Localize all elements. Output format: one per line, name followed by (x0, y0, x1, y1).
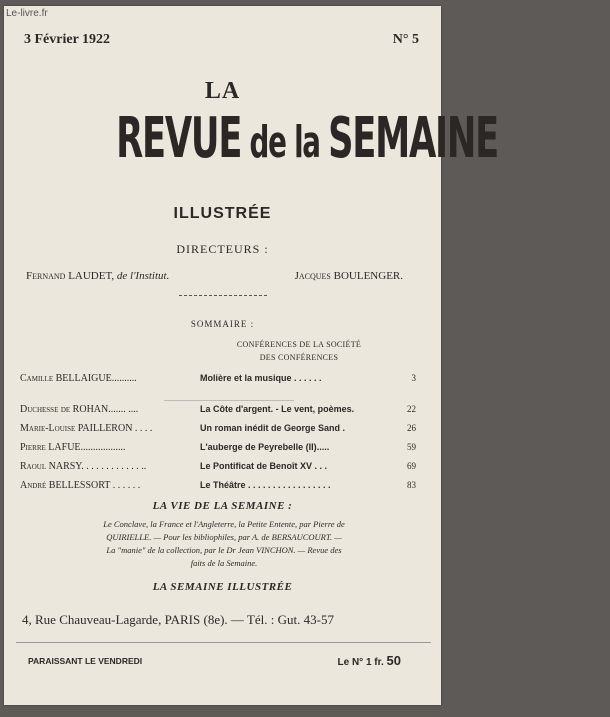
magazine-cover (4, 6, 499, 705)
director-boulenger: Jacques BOULENGER. (294, 270, 403, 282)
toc-entry: Duchesse de ROHAN....... .... La Côte d'argent. - Le vent, poèmes. 22 (20, 404, 416, 415)
toc-entry: Marie-Louise PAILLERON . . . . Un roman inédit de George Sand . 26 (20, 423, 416, 434)
sommaire-heading: SOMMAIRE : (190, 319, 255, 329)
title-semaine: SEMAINE (328, 106, 499, 171)
masthead-title (4, 106, 499, 171)
issue-number: N° 5 (392, 32, 419, 47)
footer-divider (16, 642, 431, 643)
issue-date: 3 Février 1922 (24, 32, 111, 47)
masthead-subtitle: ILLUSTRÉE (173, 205, 272, 222)
title-de-la: de la (241, 117, 329, 168)
issue-price: Le N° 1 fr. 50 (337, 653, 401, 668)
masthead-la: LA (204, 78, 241, 104)
sommaire-separator (164, 400, 294, 401)
directors-heading: DIRECTEURS : (176, 242, 269, 256)
address: 4, Rue Chauveau-Lagarde, PARIS (8e). — Tél. : Gut. 43-57 (22, 612, 334, 627)
toc-entry: Camille BELLAIGUE.......... Molière et la musique . . . . . . 3 (20, 373, 416, 384)
toc-entry: André BELLESSORT . . . . . . Le Théâtre . . . . . . . . . . . . . . . . . 83 (20, 480, 416, 491)
conference-note: CONFÉRENCES DE LA SOCIÉTÉ DES CONFÉRENCES (236, 340, 362, 362)
vie-text: Le Conclave, la France et l'Angleterre, la Petite Entente, par Pierre de QUIRIELLE. — Pour les bibliophiles, par A. de BERSAUCOURT. — La "manie" de la collection, par le Dr Jean VINCHON. — Revue des faits de la Semaine. (103, 519, 345, 568)
title-revue: REVUE (116, 106, 242, 171)
vie-heading: LA VIE DE LA SEMAINE : (152, 500, 293, 512)
toc-entry: Raoul NARSY. . . . . . . . . . . . .. Le Pontificat de Benoît XV . . . 69 (20, 461, 416, 472)
publication-frequency: PARAISSANT LE VENDREDI (28, 656, 143, 666)
watermark: Le-livre.fr (6, 8, 48, 19)
director-laudet: Fernand LAUDET, de l'Institut. (26, 270, 170, 282)
semaine-illustree-heading: LA SEMAINE ILLUSTRÉE (152, 581, 293, 593)
toc-entry: Pierre LAFUE.................. L'auberge de Peyrebelle (II)..... 59 (20, 442, 416, 453)
divider (179, 295, 267, 296)
